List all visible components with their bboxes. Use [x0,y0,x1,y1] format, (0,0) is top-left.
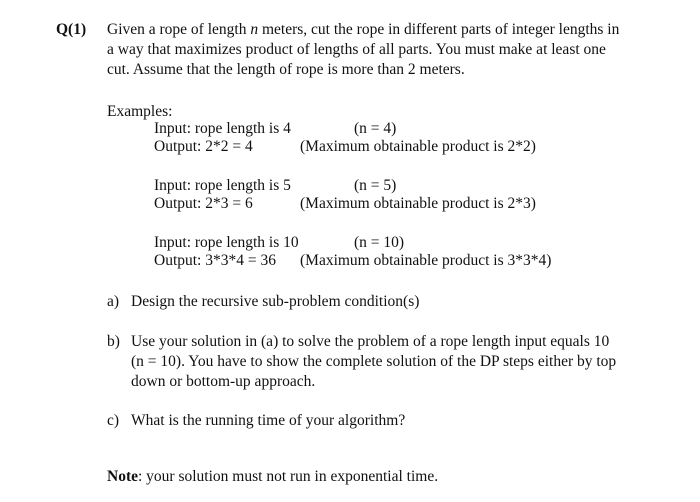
question-intro-line-2: a way that maximizes product of lengths of all parts. You must make at least one [107,41,606,58]
footer-note [107,467,438,487]
part-b-label: b) [107,333,120,350]
question-label: Q(1) [56,21,87,38]
examples-heading: Examples: [107,103,173,120]
example-2-n: (n = 5) [354,177,397,194]
example-3-output: Output: 3*3*4 = 36 [154,252,276,269]
part-c-label: c) [107,412,120,429]
example-1-output: Output: 2*2 = 4 [154,138,253,155]
question-intro-line-1 [107,20,619,40]
example-2-note: (Maximum obtainable product is 2*3) [300,195,536,212]
example-3-n: (n = 10) [354,234,405,251]
example-3-note: (Maximum obtainable product is 3*3*4) [300,252,552,269]
part-b-line-2: (n = 10). You have to show the complete solution of the DP steps either by top [131,353,617,370]
example-1-input: Input: rope length is 4 [154,120,291,137]
variable-n: n [250,21,259,38]
part-b-line-3: down or bottom-up approach. [131,373,316,390]
part-a-line-1: Design the recursive sub-problem condition(s) [131,293,420,310]
intro-line-1-part: Given a rope of length n meters, cut the rope in different parts of integer lengths in [107,21,620,38]
example-2-output: Output: 2*3 = 6 [154,195,253,212]
example-1-n: (n = 4) [354,120,397,137]
part-b-line-1: Use your solution in (a) to solve the problem of a rope length input equals 10 [131,333,610,350]
footer-note-text: : your solution must not run in exponential time. [138,468,439,485]
example-1-note: (Maximum obtainable product is 2*2) [300,138,536,155]
part-c-line-1: What is the running time of your algorithm? [131,412,406,429]
footer-note-label: Note [107,468,138,485]
question-intro-line-3: cut. Assume that the length of rope is more than 2 meters. [107,61,465,78]
part-a-label: a) [107,293,120,310]
example-2-input: Input: rope length is 5 [154,177,291,194]
example-3-input: Input: rope length is 10 [154,234,299,251]
